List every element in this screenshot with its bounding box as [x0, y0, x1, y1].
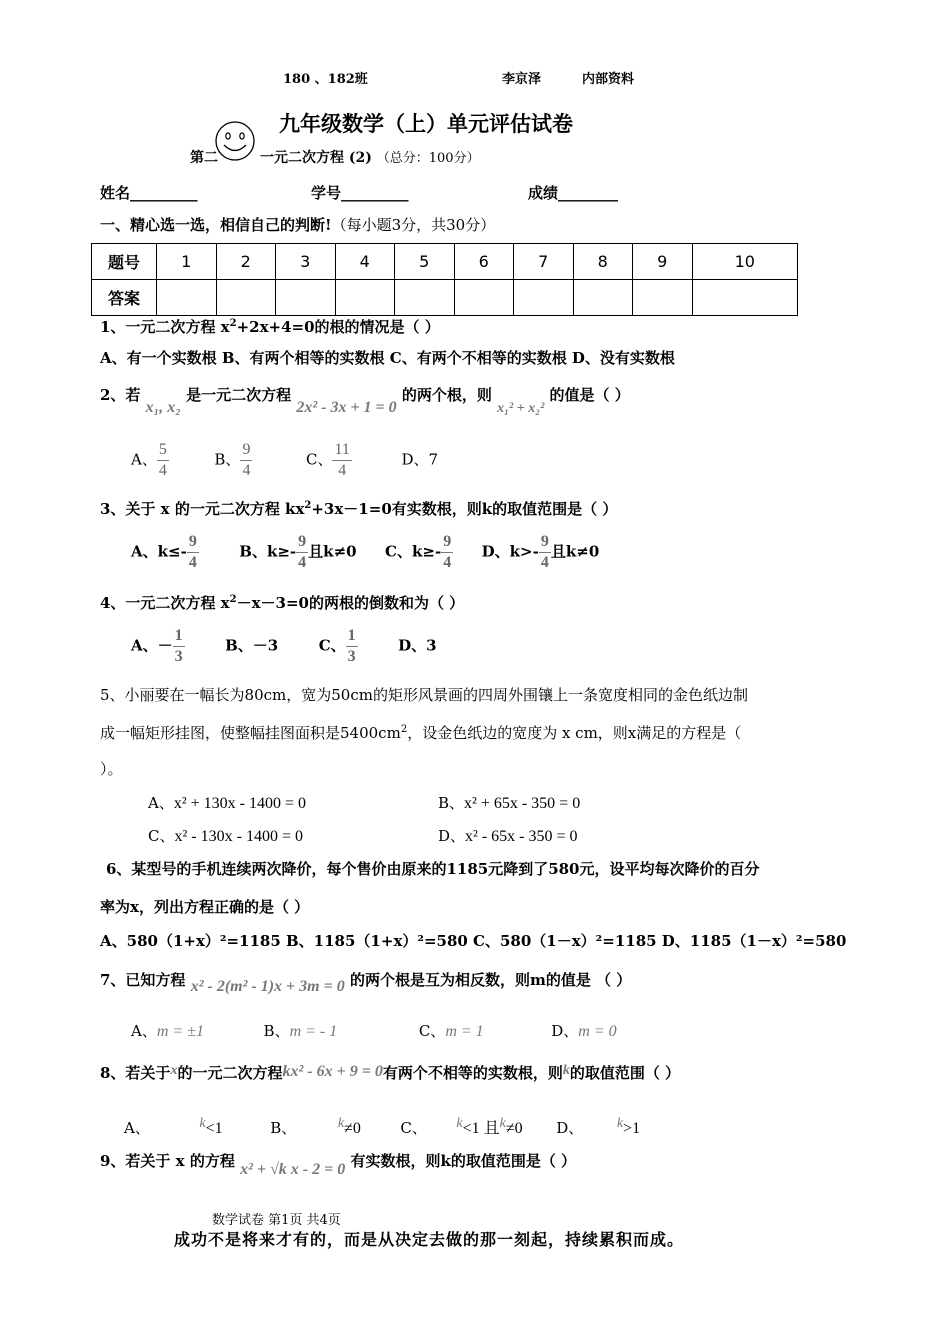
table-row	[92, 280, 798, 316]
question-2-options: A、 $\frac{5}{4}$ B、 $\frac{9}{4}$ C、 $\frac{11}{4}$ D、7	[131, 441, 439, 479]
question-number: 9	[633, 244, 693, 280]
score-field[interactable]: 成绩________	[528, 184, 619, 202]
question-number: 5	[395, 244, 455, 280]
question-5-option-c: C、x² - 130x - 1400 = 0	[148, 827, 303, 845]
question-9-stem: 9、若关于 x 的方程 x² + √k x - 2 = 0 有实数根，则k的取值范围是（ ）	[100, 1152, 577, 1178]
answer-cell[interactable]	[157, 280, 217, 316]
motto: 成功不是将来才有的，而是从决定去做的那一刻起，持续累积而成。	[174, 1230, 685, 1249]
question-3-stem: 3、关于 x 的一元二次方程 $kx^2+3x-1=0$有实数根，则k的取值范围是（ ）	[100, 500, 618, 518]
question-3-options: A、k≤- $\frac{9}{4}$ B、k≥- $\frac{9}{4}$ 且k≠0 C、k≥- $\frac{9}{4}$ D、k>- $\frac{9}{4}$ 且k≠0	[131, 533, 600, 571]
header-tag: 内部资料	[582, 72, 635, 87]
name-field[interactable]: 姓名_________	[100, 184, 198, 202]
answer-cell[interactable]	[216, 280, 276, 316]
question-7-options: A、m = ±1 B、m = - 1 C、m = 1 D、m = 0	[131, 1022, 617, 1040]
question-7-stem: 7、已知方程 x² - 2(m² - 1)x + 3m = 0 的两个根是互为相反数，则m的值是 （ ）	[100, 971, 632, 995]
subtitle: 第二 一元二次方程 (2) （总分：100分）	[190, 150, 480, 166]
page-number: 数学试卷 第1页 共4页	[212, 1213, 341, 1228]
question-5-line-3: ）。	[100, 760, 123, 778]
question-6-line-1: 6、某型号的手机连续两次降价，每个售价由原来的1185元降到了580元，设平均每次降价的百分	[106, 860, 760, 878]
answer-cell[interactable]	[633, 280, 693, 316]
answer-table	[91, 243, 798, 316]
question-2-stem: 2、若 x₁, x₂ 是一元二次方程 2x² - 3x + 1 = 0 的两个根，则 x₁² + x₂² 的值是（ ）	[100, 386, 630, 416]
question-8-stem: 8、若关于x的一元二次方程kx² - 6x + 9 = 0有两个不相等的实数根，则k的取值范围（ ）	[100, 1063, 681, 1082]
answer-cell[interactable]	[692, 280, 798, 316]
question-number: 8	[573, 244, 633, 280]
table-header-question: 题号	[92, 244, 157, 280]
table-row	[92, 244, 798, 280]
answer-cell[interactable]	[276, 280, 336, 316]
section-1-heading: 一、精心选一选，相信自己的判断!（每小题3分，共30分）	[100, 216, 496, 234]
question-5-line-1: 5、小丽要在一幅长为80cm，宽为50cm的矩形风景画的四周外围镶上一条宽度相同的金色纸边制	[100, 686, 748, 704]
question-number: 3	[276, 244, 336, 280]
question-number: 6	[454, 244, 514, 280]
question-number: 2	[216, 244, 276, 280]
answer-cell[interactable]	[514, 280, 574, 316]
answer-cell[interactable]	[395, 280, 455, 316]
question-number: 1	[157, 244, 217, 280]
question-6-line-2: 率为x，列出方程正确的是（ ）	[100, 898, 310, 916]
question-5-line-2: 成一幅矩形挂图，使整幅挂图面积是$5400cm^2$，设金色纸边的宽度为 x cm，则x满足的方程是（	[100, 724, 742, 742]
header-teacher: 李京泽	[502, 72, 542, 87]
student-number-field[interactable]: 学号_________	[311, 184, 409, 202]
question-number: 10	[692, 244, 798, 280]
question-number: 4	[335, 244, 395, 280]
answer-cell[interactable]	[454, 280, 514, 316]
question-5-option-d: D、x² - 65x - 350 = 0	[438, 827, 578, 845]
page-title: 九年级数学（上）单元评估试卷	[279, 111, 573, 136]
question-6-options: A、580（1+x）²=1185 B、1185（1+x）²=580 C、580（1－x）²=1185 D、1185（1－x）²=580	[100, 932, 847, 950]
question-1-options: A、有一个实数根 B、有两个相等的实数根 C、有两个不相等的实数根 D、没有实数根	[100, 349, 675, 367]
question-4-stem: 4、一元二次方程 $x^2-x-3=0$的两根的倒数和为（ ）	[100, 594, 465, 612]
question-1-stem: 1、一元二次方程 $x^2+2x+4=0$的根的情况是（ ）	[100, 318, 440, 336]
answer-cell[interactable]	[573, 280, 633, 316]
question-5-option-b: B、x² + 65x - 350 = 0	[438, 794, 581, 812]
question-number: 7	[514, 244, 574, 280]
question-4-options: A、－ $\frac{1}{3}$ B、－3 C、 $\frac{1}{3}$ D、3	[131, 627, 437, 665]
answer-cell[interactable]	[335, 280, 395, 316]
question-5-option-a: A、x² + 130x - 1400 = 0	[148, 794, 307, 812]
question-8-options: A、 k<1 B、 k≠0 C、 k<1 且k≠0 D、 k>1	[124, 1116, 641, 1137]
header-classes: 180 、182班	[283, 72, 368, 87]
table-header-answer: 答案	[92, 280, 157, 316]
